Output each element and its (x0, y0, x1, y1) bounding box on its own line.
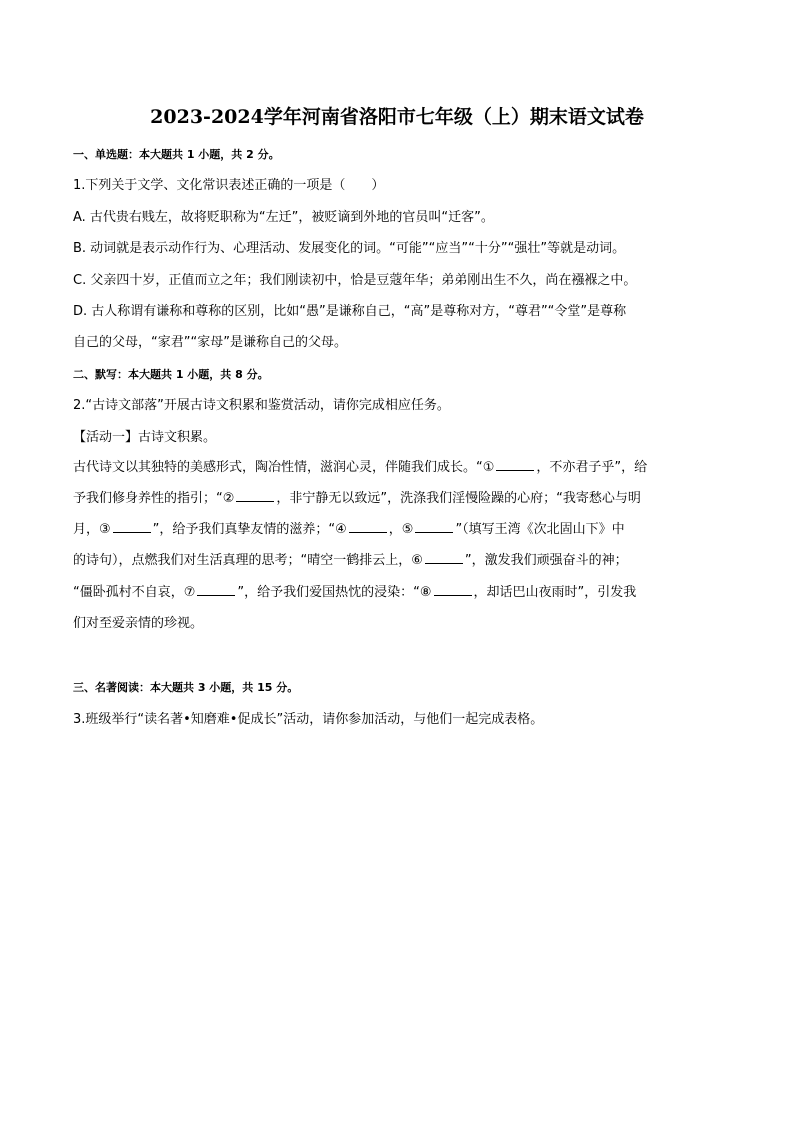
fill-blank-5[interactable] (415, 520, 453, 533)
question-2-passage (73, 452, 721, 640)
passage-text: ，却话巴山夜雨时”，引发我 (473, 584, 637, 600)
passage-line (73, 483, 721, 514)
question-2-stem: 2.“古诗文部落”开展古诗文积累和鉴赏活动，请你完成相应任务。 (73, 398, 450, 414)
passage-text: 古代诗文以其独特的美感形式，陶冶性情，滋润心灵，伴随我们成长。“① (73, 459, 495, 475)
passage-line (73, 545, 721, 576)
fill-blank-2[interactable] (236, 489, 274, 502)
question-1-option-d-line2: 自己的父母，“家君”“家母”是谦称自己的父母。 (73, 335, 347, 351)
section-heading-classics-reading: 三、名著阅读：本大题共 3 小题，共 15 分。 (73, 681, 299, 695)
passage-text: “僵卧孤村不自哀，⑦ (73, 584, 196, 600)
question-3-stem: 3.班级举行“读名著•知磨难•促成长”活动，请你参加活动，与他们一起完成表格。 (73, 711, 544, 727)
fill-blank-8[interactable] (434, 583, 472, 596)
fill-blank-4[interactable] (349, 520, 387, 533)
page-title: 2023-2024学年河南省洛阳市七年级（上）期末语文试卷 (150, 106, 644, 128)
passage-text: 的诗句），点燃我们对生活真理的思考；“晴空一鹤排云上，⑥ (73, 553, 423, 569)
passage-text: ，非宁静无以致远”，洗涤我们淫慢险躁的心府；“我寄愁心与明 (276, 490, 641, 506)
passage-line (73, 608, 721, 639)
fill-blank-1[interactable] (496, 458, 534, 471)
question-1-stem: 1.下列关于文学、文化常识表述正确的一项是（ ） (73, 178, 385, 194)
question-1-option-b: B. 动词就是表示动作行为、心理活动、发展变化的词。“可能”“应当”“十分”“强壮”等就是动词。 (73, 241, 626, 257)
passage-text: ”，给予我们真挚友情的滋养；“④ (152, 522, 347, 538)
passage-text: 月，③ (73, 522, 111, 538)
passage-text: ，不亦君子乎”，给 (536, 459, 648, 475)
question-2-activity-label: 【活动一】古诗文积累。 (73, 429, 217, 445)
exam-content (73, 144, 721, 730)
passage-text: ”，给予我们爱国热忱的浸染：“⑧ (237, 584, 432, 600)
section-heading-dictation: 二、默写：本大题共 1 小题，共 8 分。 (73, 367, 269, 381)
passage-text: ”，激发我们顽强奋斗的神； (464, 553, 628, 569)
passage-line (73, 514, 721, 545)
question-1-option-d-line1: D. 古人称谓有谦称和尊称的区别，比如“愚”是谦称自己，“高”是尊称对方，“尊君”“令堂”是尊称 (73, 303, 627, 319)
passage-text: ，⑤ (388, 522, 414, 538)
passage-line (73, 577, 721, 608)
passage-text: 们对至爱亲情的珍视。 (73, 616, 204, 631)
fill-blank-6[interactable] (425, 551, 463, 564)
passage-text: ”（填写王湾《次北固山下》中 (455, 522, 625, 538)
question-1-option-a: A. 古代贵右贱左，故将贬职称为“左迁”，被贬谪到外地的官员叫“迁客”。 (73, 209, 494, 225)
passage-line (73, 452, 721, 483)
fill-blank-3[interactable] (113, 520, 151, 533)
question-1-option-c: C. 父亲四十岁，正值而立之年；我们刚读初中，恰是豆蔻年华；弟弟刚出生不久，尚在襁褓之中。 (73, 272, 637, 288)
section-heading-single-choice: 一、单选题：本大题共 1 小题，共 2 分。 (73, 148, 280, 161)
fill-blank-7[interactable] (197, 583, 235, 596)
passage-text: 予我们修身养性的指引；“② (73, 490, 235, 506)
